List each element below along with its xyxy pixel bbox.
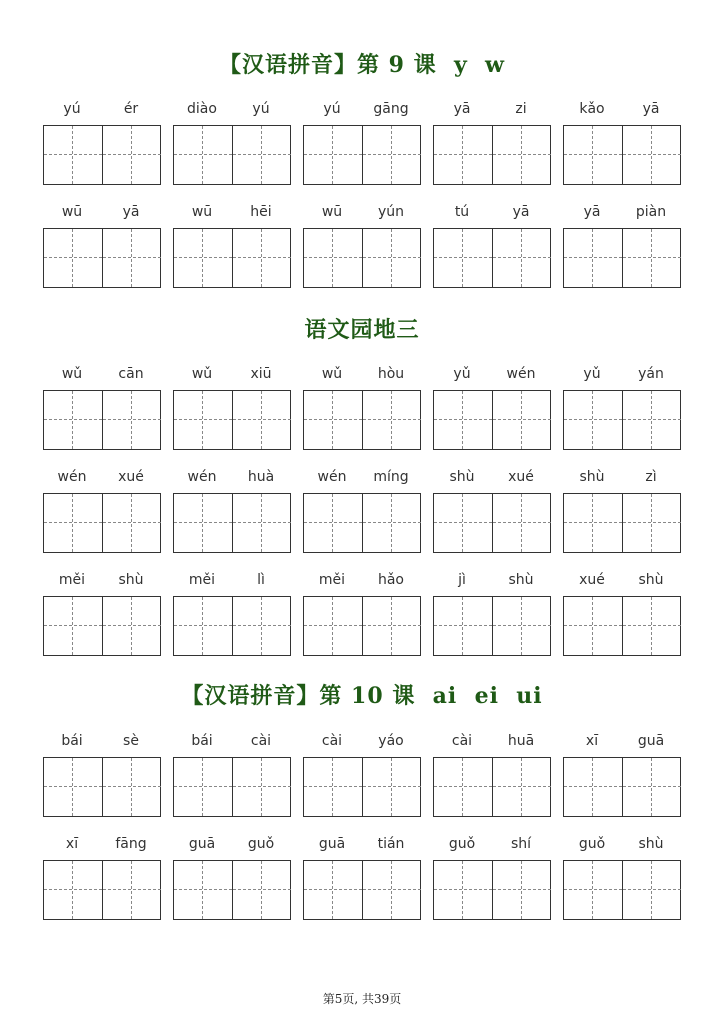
writing-cell[interactable]	[493, 758, 551, 816]
word-row	[0, 366, 724, 386]
pinyin-line	[0, 366, 724, 386]
writing-cell[interactable]	[103, 126, 161, 184]
word-box	[433, 860, 551, 920]
pinyin-label: xī	[65, 836, 79, 852]
pinyin-line	[0, 469, 724, 489]
writing-cell[interactable]	[233, 597, 291, 655]
word-box	[303, 390, 421, 450]
word-box	[43, 493, 161, 553]
pinyin-label: shí	[510, 836, 532, 852]
pinyin-label: tián	[377, 836, 405, 852]
pinyin-label: yún	[377, 204, 405, 220]
pinyin-label: xué	[118, 469, 144, 485]
word-box	[433, 125, 551, 185]
pinyin-label: bái	[61, 733, 83, 749]
word-box	[563, 125, 681, 185]
pinyin-label: yā	[642, 101, 660, 117]
word-row	[0, 469, 724, 489]
writing-cell[interactable]	[623, 229, 681, 287]
pinyin-label: guā	[318, 836, 346, 852]
pinyin-line	[0, 204, 724, 224]
writing-cell[interactable]	[233, 229, 291, 287]
writing-cell[interactable]	[434, 126, 493, 184]
writing-cell[interactable]	[623, 597, 681, 655]
word-box	[563, 757, 681, 817]
word-box	[43, 757, 161, 817]
writing-cell[interactable]	[174, 229, 233, 287]
word-box	[563, 493, 681, 553]
pinyin-label: guā	[637, 733, 665, 749]
word-box	[303, 228, 421, 288]
pinyin-label: guǒ	[448, 836, 476, 852]
pinyin-label: huā	[507, 733, 535, 749]
pinyin-label: ér	[123, 101, 139, 117]
writing-cell[interactable]	[363, 758, 421, 816]
pinyin-label: wén	[317, 469, 347, 485]
word-box	[173, 860, 291, 920]
writing-cell[interactable]	[174, 494, 233, 552]
pinyin-label: xiū	[250, 366, 272, 382]
pinyin-label: fāng	[115, 836, 147, 852]
pinyin-label: wǔ	[321, 366, 343, 382]
writing-boxes	[0, 596, 724, 656]
pinyin-label: cài	[250, 733, 272, 749]
word-box	[563, 596, 681, 656]
writing-cell[interactable]	[493, 494, 551, 552]
word-row	[0, 572, 724, 592]
pinyin-label: wén	[57, 469, 87, 485]
writing-cell[interactable]	[174, 861, 233, 919]
writing-cell[interactable]	[363, 861, 421, 919]
writing-cell[interactable]	[44, 597, 103, 655]
writing-cell[interactable]	[103, 494, 161, 552]
writing-cell[interactable]	[44, 126, 103, 184]
pinyin-label: hēi	[250, 204, 272, 220]
pinyin-label: shù	[638, 836, 664, 852]
writing-cell[interactable]	[623, 494, 681, 552]
writing-cell[interactable]	[434, 391, 493, 449]
writing-cell[interactable]	[493, 597, 551, 655]
pinyin-label: yán	[638, 366, 664, 382]
writing-cell[interactable]	[493, 861, 551, 919]
pinyin-label: yā	[122, 204, 140, 220]
pinyin-label: yǔ	[583, 366, 601, 382]
writing-cell[interactable]	[103, 861, 161, 919]
word-box	[43, 390, 161, 450]
word-box	[433, 757, 551, 817]
pinyin-label: cài	[321, 733, 343, 749]
pinyin-label: měi	[188, 572, 216, 588]
word-box	[433, 493, 551, 553]
word-box	[173, 493, 291, 553]
word-box	[43, 596, 161, 656]
word-box	[173, 757, 291, 817]
writing-cell[interactable]	[174, 126, 233, 184]
pinyin-label: xué	[579, 572, 605, 588]
writing-boxes	[0, 125, 724, 185]
pinyin-label: sè	[123, 733, 139, 749]
pinyin-label: wén	[506, 366, 536, 382]
pinyin-label: diào	[187, 101, 217, 117]
word-row	[0, 733, 724, 753]
writing-cell[interactable]	[174, 391, 233, 449]
pinyin-label: yā	[583, 204, 601, 220]
writing-cell[interactable]	[304, 597, 363, 655]
writing-cell[interactable]	[564, 494, 623, 552]
pinyin-label: guǒ	[578, 836, 606, 852]
pinyin-label: shù	[449, 469, 475, 485]
word-box	[43, 228, 161, 288]
word-box	[173, 596, 291, 656]
word-box	[303, 493, 421, 553]
pinyin-label: wū	[321, 204, 343, 220]
writing-cell[interactable]	[623, 126, 681, 184]
word-box	[563, 860, 681, 920]
page-footer: 第5页, 共39页	[322, 992, 402, 1006]
writing-cell[interactable]	[434, 597, 493, 655]
word-box	[303, 125, 421, 185]
pinyin-label: wū	[191, 204, 213, 220]
word-box	[433, 228, 551, 288]
writing-cell[interactable]	[44, 861, 103, 919]
pinyin-label: guǒ	[247, 836, 275, 852]
section-title: 【汉语拼音】第 10 课 ai ei ui	[181, 683, 543, 709]
pinyin-label: shù	[638, 572, 664, 588]
word-box	[303, 860, 421, 920]
pinyin-label: hòu	[377, 366, 405, 382]
pinyin-label: yā	[512, 204, 530, 220]
writing-cell[interactable]	[623, 861, 681, 919]
pinyin-label: bái	[191, 733, 213, 749]
writing-boxes	[0, 493, 724, 553]
writing-cell[interactable]	[304, 494, 363, 552]
word-box	[563, 228, 681, 288]
pinyin-label: zi	[515, 101, 527, 117]
word-box	[173, 228, 291, 288]
pinyin-label: wén	[187, 469, 217, 485]
writing-cell[interactable]	[363, 597, 421, 655]
writing-cell[interactable]	[233, 494, 291, 552]
pinyin-label: zì	[645, 469, 657, 485]
pinyin-label: shù	[118, 572, 144, 588]
pinyin-label: měi	[58, 572, 86, 588]
pinyin-label: hǎo	[377, 572, 405, 588]
writing-cell[interactable]	[493, 126, 551, 184]
word-box	[43, 860, 161, 920]
pinyin-label: huà	[247, 469, 275, 485]
pinyin-label: yú	[63, 101, 81, 117]
writing-cell[interactable]	[233, 126, 291, 184]
pinyin-label: gāng	[373, 101, 409, 117]
word-box	[433, 596, 551, 656]
word-row	[0, 836, 724, 856]
pinyin-label: cài	[451, 733, 473, 749]
pinyin-line	[0, 572, 724, 592]
writing-boxes	[0, 860, 724, 920]
word-box	[433, 390, 551, 450]
pinyin-label: xué	[508, 469, 534, 485]
writing-cell[interactable]	[564, 861, 623, 919]
writing-cell[interactable]	[564, 229, 623, 287]
writing-cell[interactable]	[623, 391, 681, 449]
writing-cell[interactable]	[304, 861, 363, 919]
writing-boxes	[0, 390, 724, 450]
writing-boxes	[0, 228, 724, 288]
writing-cell[interactable]	[434, 758, 493, 816]
writing-cell[interactable]	[103, 758, 161, 816]
pinyin-label: tú	[454, 204, 470, 220]
writing-cell[interactable]	[103, 391, 161, 449]
pinyin-label: míng	[373, 469, 409, 485]
writing-cell[interactable]	[44, 229, 103, 287]
pinyin-label: měi	[318, 572, 346, 588]
writing-cell[interactable]	[564, 758, 623, 816]
writing-cell[interactable]	[363, 126, 421, 184]
writing-cell[interactable]	[493, 391, 551, 449]
writing-cell[interactable]	[363, 391, 421, 449]
word-box	[173, 390, 291, 450]
writing-cell[interactable]	[44, 494, 103, 552]
word-box	[173, 125, 291, 185]
writing-cell[interactable]	[493, 229, 551, 287]
word-box	[303, 757, 421, 817]
pinyin-label: yú	[323, 101, 341, 117]
writing-cell[interactable]	[564, 126, 623, 184]
pinyin-label: jì	[458, 572, 466, 588]
pinyin-label: yú	[252, 101, 270, 117]
word-row	[0, 204, 724, 224]
writing-cell[interactable]	[233, 758, 291, 816]
writing-cell[interactable]	[434, 229, 493, 287]
word-box	[303, 596, 421, 656]
pinyin-label: yáo	[378, 733, 404, 749]
writing-cell[interactable]	[363, 494, 421, 552]
writing-cell[interactable]	[304, 391, 363, 449]
word-box	[43, 125, 161, 185]
pinyin-label: wū	[61, 204, 83, 220]
pinyin-label: wǔ	[191, 366, 213, 382]
writing-cell[interactable]	[44, 391, 103, 449]
section-title: 语文园地三	[304, 317, 420, 343]
writing-cell[interactable]	[103, 597, 161, 655]
writing-cell[interactable]	[174, 758, 233, 816]
writing-cell[interactable]	[174, 597, 233, 655]
writing-cell[interactable]	[233, 861, 291, 919]
pinyin-label: yā	[453, 101, 471, 117]
pinyin-label: lì	[257, 572, 265, 588]
pinyin-label: cān	[118, 366, 144, 382]
writing-cell[interactable]	[44, 758, 103, 816]
writing-cell[interactable]	[103, 229, 161, 287]
pinyin-label: xī	[585, 733, 599, 749]
section-title: 【汉语拼音】第 9 课 y w	[219, 52, 505, 78]
writing-boxes	[0, 757, 724, 817]
writing-cell[interactable]	[434, 861, 493, 919]
writing-cell[interactable]	[564, 391, 623, 449]
pinyin-line	[0, 836, 724, 856]
writing-cell[interactable]	[233, 391, 291, 449]
word-box	[563, 390, 681, 450]
pinyin-label: wǔ	[61, 366, 83, 382]
writing-cell[interactable]	[363, 229, 421, 287]
writing-cell[interactable]	[623, 758, 681, 816]
writing-cell[interactable]	[304, 126, 363, 184]
pinyin-label: shù	[508, 572, 534, 588]
pinyin-line	[0, 733, 724, 753]
writing-cell[interactable]	[304, 758, 363, 816]
pinyin-line	[0, 101, 724, 121]
word-row	[0, 101, 724, 121]
writing-cell[interactable]	[304, 229, 363, 287]
pinyin-label: yǔ	[453, 366, 471, 382]
pinyin-label: kǎo	[579, 101, 605, 117]
pinyin-label: shù	[579, 469, 605, 485]
writing-cell[interactable]	[564, 597, 623, 655]
pinyin-label: guā	[188, 836, 216, 852]
pinyin-label: piàn	[635, 204, 667, 220]
writing-cell[interactable]	[434, 494, 493, 552]
